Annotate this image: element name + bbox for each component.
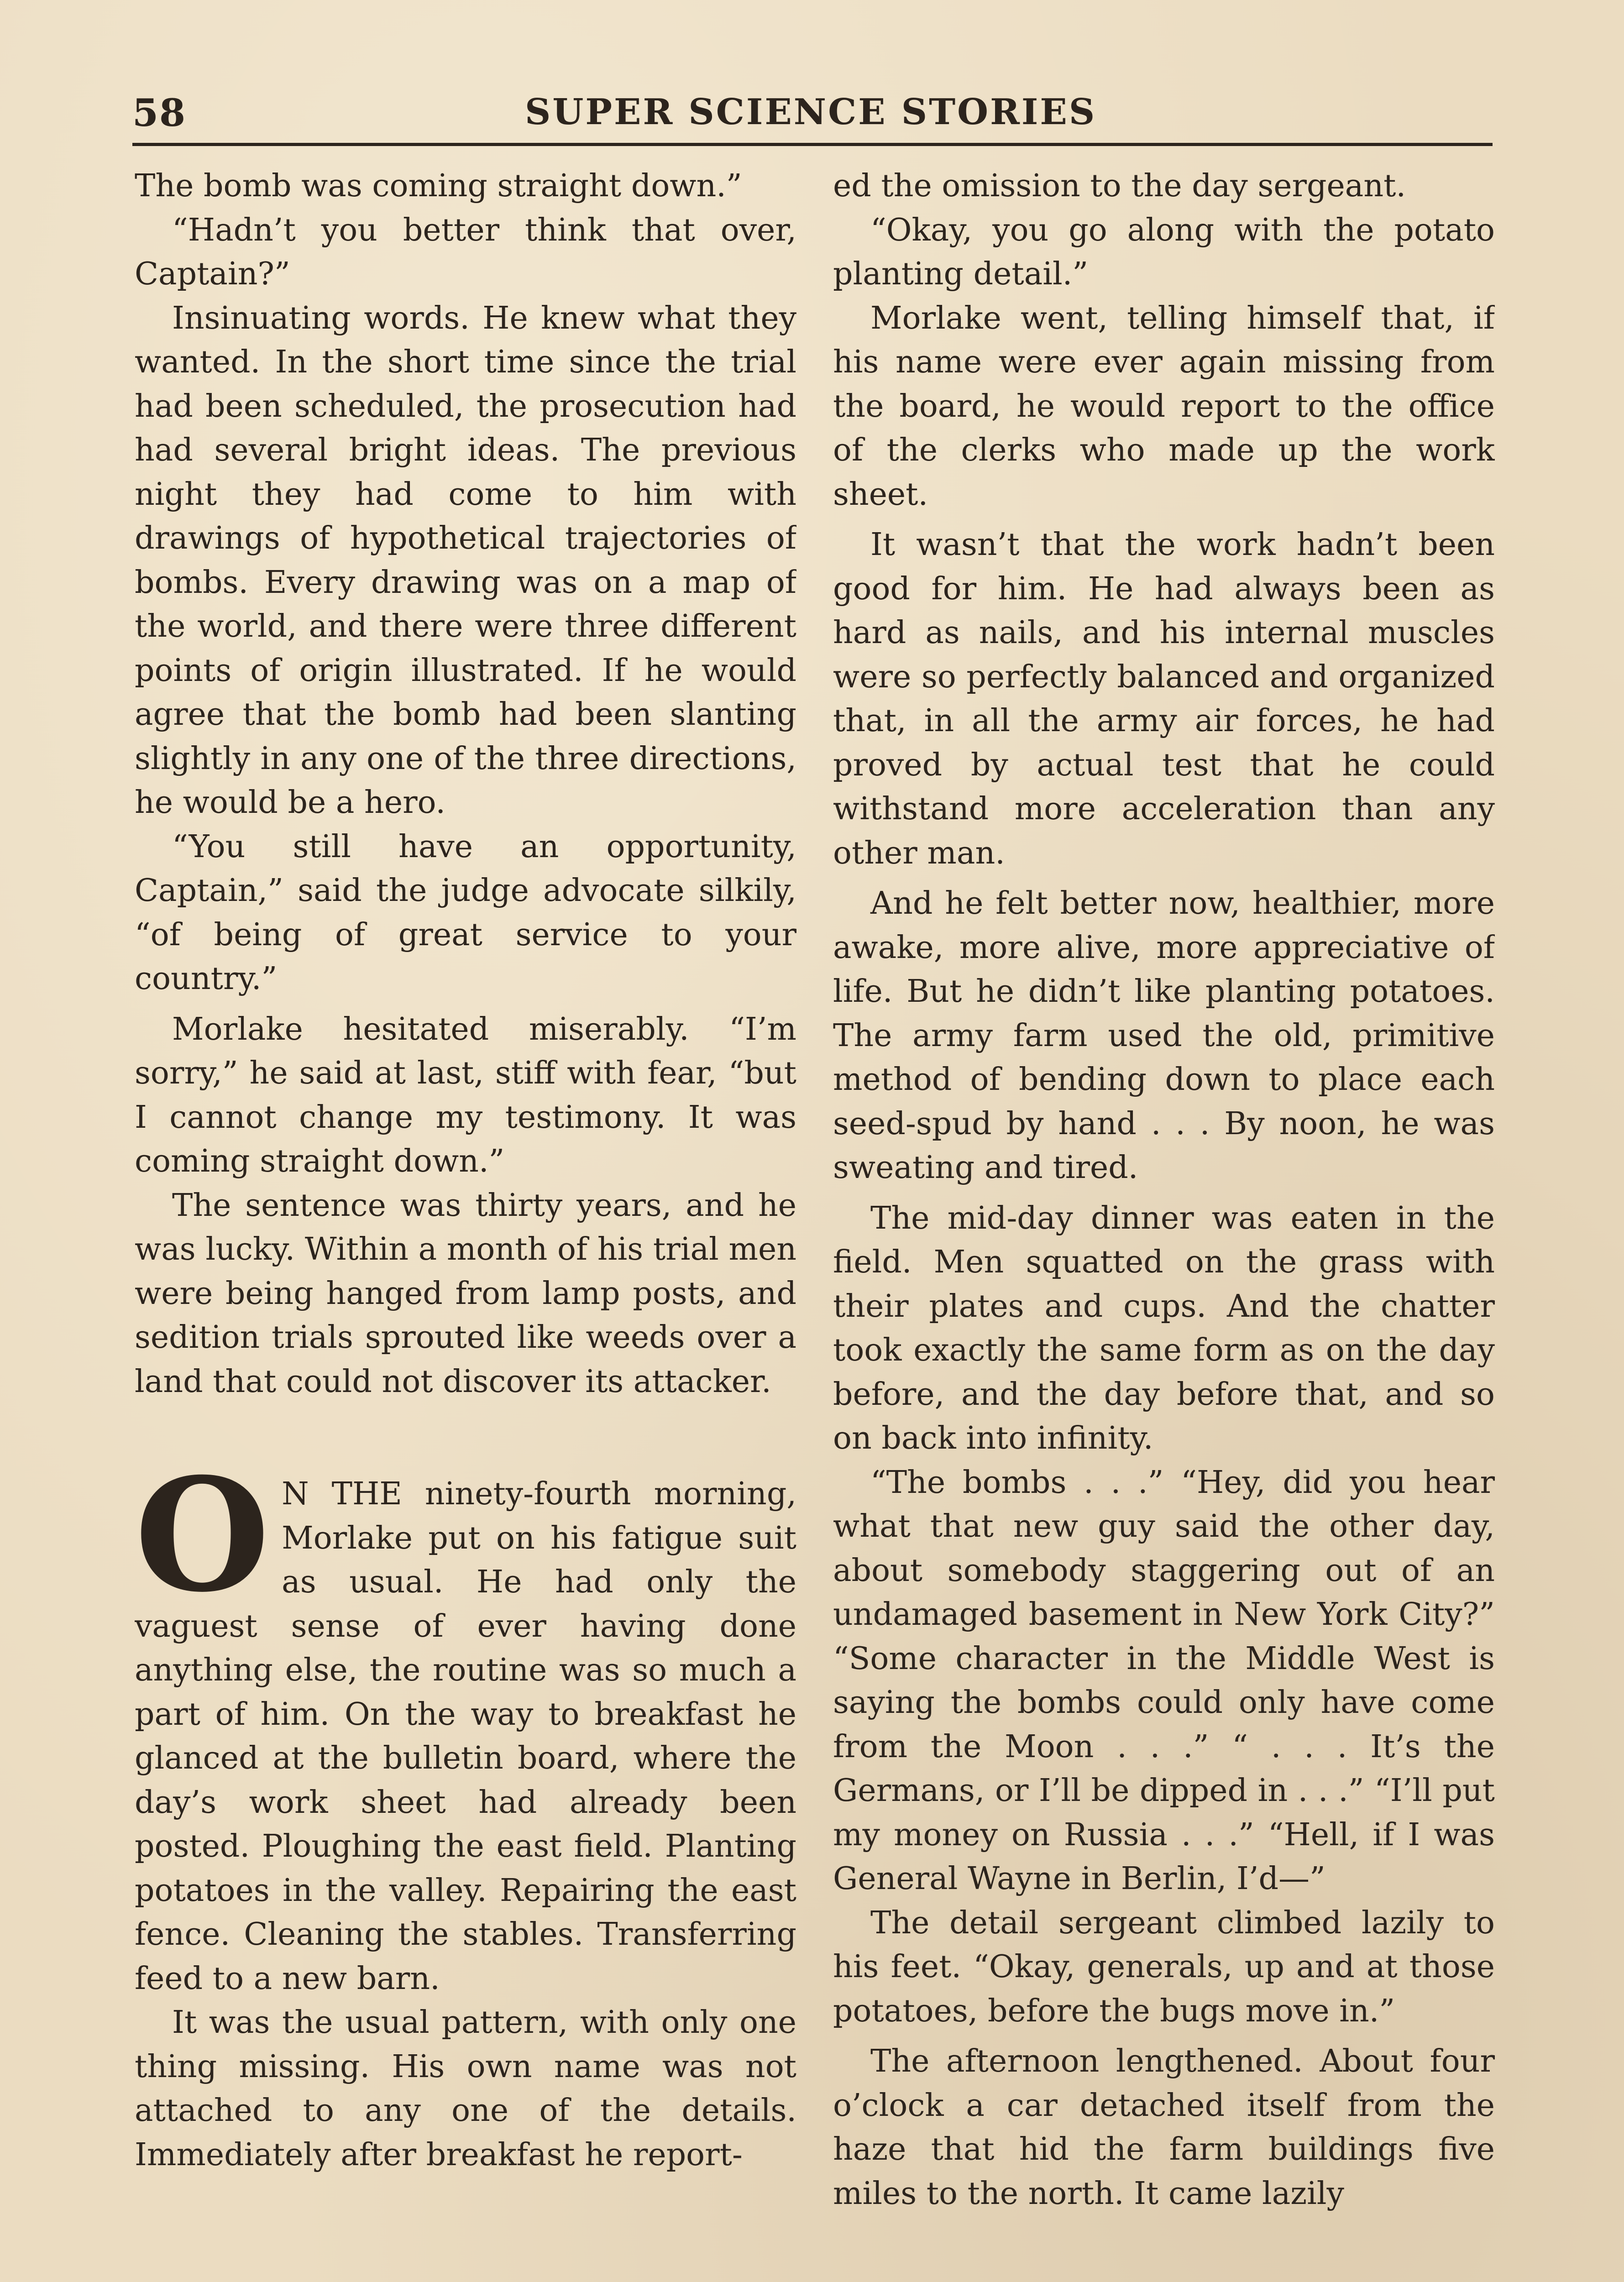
paragraph: “The bombs . . .” “Hey, did you hear what that new guy said the other day, about somebody staggering out of an undamaged basement in New York City?” “Some character in the Middle West is saying the bombs could only have come from the Moon . . .” “ . . . It’s the Germans, or I’ll be dipped in . . .” “I’ll put my money on Russia . . .” “Hell, if I was General Wayne in Berlin, I’d—” [833,1464,1495,1897]
paragraph: “Hadn’t you better think that over, Captain?” [135,212,796,292]
paragraph: Morlake hesitated miserably. “I’m sorry,” he said at last, stiff with fear, “but I cannot change my testimony. It was coming straight down.” [135,1011,796,1179]
page-header [132,91,1493,146]
header-rule [132,143,1493,146]
drop-cap: O [135,1445,270,1627]
page-number: 58 [132,91,187,135]
left-column [135,164,796,2282]
running-title: SUPER SCIENCE STORIES [525,91,1097,133]
paragraph: It was the usual pattern, with only one thing missing. His own name was not attached to any one of the details. Immediately after breakfast he report- [135,2005,796,2173]
right-column [833,164,1495,2282]
paragraph: The detail sergeant climbed lazily to his feet. “Okay, generals, up and at those potatoes, before the bugs move in.” [833,1905,1495,2029]
paragraph: The bomb was coming straight down.” [135,168,742,204]
section-opening-text: N THE ninety-fourth morning, Morlake put on his fatigue suit as usual. He had only the vaguest sense of ever having done anything else, the routine was so much a part of him. On the way to breakfast he glanced at the bulletin board, where the day’s work sheet had already been posted. Ploughing the east field. Planting potatoes in the valley. Repairing the east fence. Cleaning the stables. Transferring feed to a new barn. [135,1476,796,1997]
paragraph: The afternoon lengthened. About four o’clock a car detached itself from the haze that hid the farm buildings five miles to the north. It came lazily [833,2043,1495,2212]
paragraph: “Okay, you go along with the potato planting detail.” [833,212,1495,292]
paragraph: ed the omission to the day sergeant. [833,168,1406,204]
paragraph: Morlake went, telling himself that, if his name were ever again missing from the board, he would report to the office of the clerks who made up the work sheet. [833,300,1495,513]
section-opening-paragraph [135,1445,796,2001]
paragraph: The sentence was thirty years, and he was lucky. Within a month of his trial men were being hanged from lamp posts, and sedition trials sprouted like weeds over a land that could not discover its attacker. [135,1187,796,1400]
paragraph: The mid-day dinner was eaten in the field. Men squatted on the grass with their plates and cups. And the chatter took exactly the same form as on the day before, and the day before that, and so on back into infinity. [833,1200,1495,1456]
paragraph: “You still have an opportunity, Captain,” said the judge advocate silkily, “of being of great service to your country.” [135,828,796,997]
paragraph: It wasn’t that the work hadn’t been good for him. He had always been as hard as nails, and his internal muscles were so perfectly balanced and organized that, in all the army air forces, he had proved by actual test that he could withstand more acceleration than any other man. [833,527,1495,871]
paragraph: And he felt better now, healthier, more awake, more alive, more appreciative of life. But he didn’t like planting potatoes. The army farm used the old, primitive method of bending down to place each seed-spud by hand . . . By noon, he was sweating and tired. [833,885,1495,1186]
paragraph: Insinuating words. He knew what they wanted. In the short time since the trial had been scheduled, the prosecution had had several bright ideas. The previous night they had come to him with drawings of hypothetical trajectories of bombs. Every drawing was on a map of the world, and there were three different points of origin illustrated. If he would agree that the bomb had been slanting slightly in any one of the three directions, he would be a hero. [135,300,796,821]
